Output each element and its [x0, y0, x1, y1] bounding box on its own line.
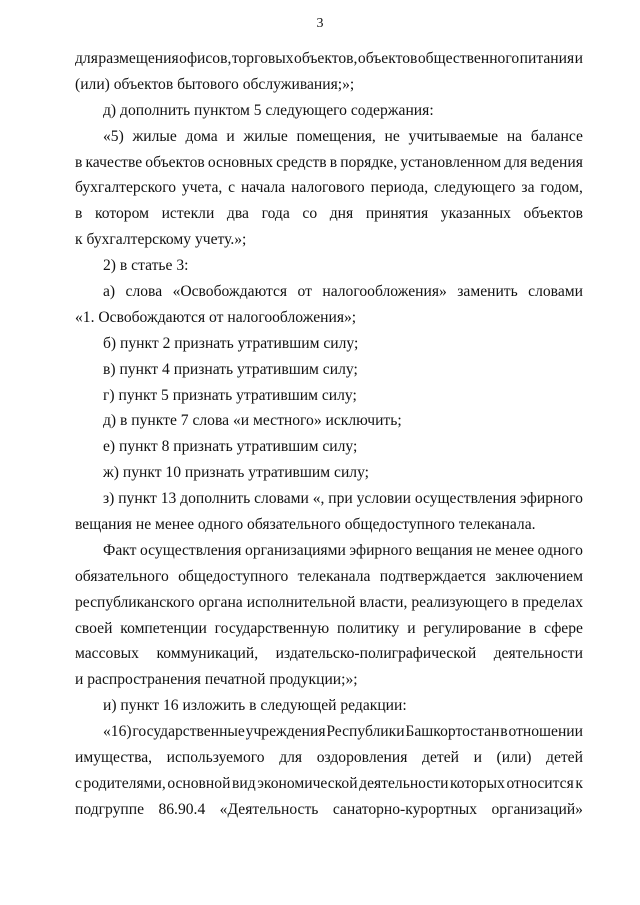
text-line: республиканского органа исполнительной власти, реализующего в пределах — [75, 593, 583, 611]
text-line: Факт осуществления организациями эфирного вещания не менее одного — [103, 541, 583, 559]
text-line: для размещения офисов, торговых объектов, объектов общественного питания и — [75, 50, 583, 67]
text-line: е) пункт 8 признать утратившим силу; — [103, 438, 358, 456]
text-line: подгруппе 86.90.4 «Деятельность санаторно-курортных организаций» — [75, 800, 583, 818]
text-line: и) пункт 16 изложить в следующей редакции: — [103, 697, 407, 715]
text-line: к бухгалтерскому учету.»; — [75, 231, 247, 249]
text-line: з) пункт 13 дополнить словами «, при условии осуществления эфирного — [103, 490, 583, 508]
text-line: г) пункт 5 признать утратившим силу; — [103, 386, 357, 404]
text-line: имущества, используемого для оздоровления детей и (или) детей — [75, 749, 583, 767]
text-line: д) дополнить пунктом 5 следующего содержания: — [103, 101, 434, 119]
text-line: массовых коммуникаций, издательско-полиграфической деятельности — [75, 645, 583, 663]
text-line: с родителями, основной вид экономической деятельности которых относится к — [75, 774, 583, 792]
text-line: ж) пункт 10 признать утратившим силу; — [103, 464, 369, 482]
document-body — [75, 46, 583, 823]
page-number: 3 — [316, 16, 324, 31]
text-line: д) в пункте 7 слова «и местного» исключить; — [103, 412, 402, 430]
text-line: «16) государственные учреждения Республики Башкортостан в отношении — [103, 723, 583, 741]
text-line: «1. Освобождаются от налогообложения»; — [75, 308, 357, 326]
text-line: «5) жилые дома и жилые помещения, не учитываемые на балансе — [103, 127, 583, 145]
text-line: обязательного общедоступного телеканала подтверждается заключением — [75, 567, 583, 585]
text-line: б) пункт 2 признать утратившим силу; — [103, 334, 359, 352]
text-line: (или) объектов бытового обслуживания;»; — [75, 75, 355, 93]
text-line: своей компетенции государственную политику и регулирование в сфере — [75, 619, 583, 637]
text-line: в) пункт 4 признать утратившим силу; — [103, 360, 358, 378]
text-line: вещания не менее одного обязательного общедоступного телеканала. — [75, 516, 536, 534]
text-line: 2) в статье 3: — [103, 257, 189, 275]
text-line: в качестве объектов основных средств в порядке, установленном для ведения — [75, 153, 583, 171]
text-line: и распространения печатной продукции;»; — [75, 671, 358, 689]
text-line: а) слова «Освобождаются от налогообложения» заменить словами — [103, 283, 583, 301]
text-line: в котором истекли два года со дня принятия указанных объектов — [75, 205, 583, 223]
text-line: бухгалтерского учета, с начала налогового периода, следующего за годом, — [75, 179, 583, 197]
